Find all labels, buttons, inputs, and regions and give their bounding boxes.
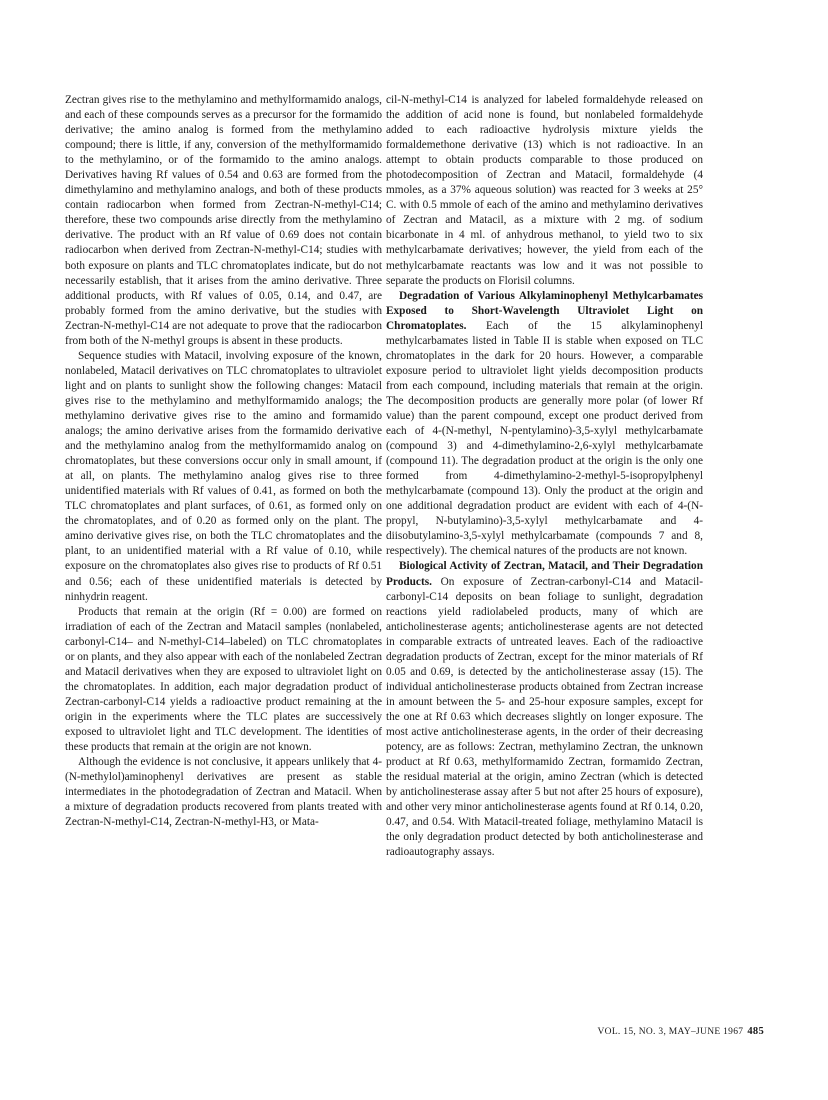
paragraph: Although the evidence is not conclusive, it appears unlikely that 4-(N-methylol)aminophenyl derivatives are present as stable intermediates in the photodegradation of Zectran and Matacil. When a mixture of degradation products recovered from plants treated with Zectran-N-methyl-C14, Zectran-N-methyl-H3, or Mata-: [65, 756, 382, 829]
paragraph-body: Each of the 15 alkylaminophenyl methylcarbamates listed in Table II is stable when exposed on TLC chromatoplates in the dark for 20 hours. However, a comparable exposure period to ultraviolet light yields decomposition products from each compound, including materials that remain at the origin. The decomposition products are generally more polar (of lower Rf value) than the parent compound, except one product derived from each of 4-(N-methyl, N-pentylamino)-3,5-xylyl methylcarbamate (compound 3) and 4-dimethylamino-2,6-xylyl methylcarbamate (compound 11). The degradation product at the origin is the only one formed from 4-dimethylamino-2-methyl-5-isopropylphenyl methylcarbamate (compound 13). Only the product at the origin and one additional degradation product are evident with each of 4-(N-propyl, N-butylamino)-3,5-xylyl methylcarbamate and 4-diisobutylamino-3,5-xylyl methylcarbamate (compounds 7 and 8, respectively). The chemical natures of the products are not known.: [386, 319, 703, 558]
paragraph-body: On exposure of Zectran-carbonyl-C14 and Matacil-carbonyl-C14 deposits on bean foliage to sunlight, degradation reactions yield radiolabeled products, many of which are anticholinesterase agents; anticholinesterase agents are not detected in comparable extracts of untreated leaves. Each of the radioactive degradation products of Zectran, except for the minor materials of Rf 0.05 and 0.69, is detected by the anticholinesterase assay (15). The individual anticholinesterase products obtained from Zectran increase in amount between the 5- and 25-hour exposure samples, except for the one at Rf 0.63 which decreases slightly on longer exposure. The most active anticholinesterase agents, in the order of their decreasing potency, are as follows: Zectran, methylamino Zectran, the unknown product at Rf 0.63, methylformamido Zectran, formamido Zectran, the residual material at the origin, amino Zectran (which is detected by anticholinesterase assay after 5 but not after 25 hours of exposure), and other very minor anticholinesterase agents found at Rf 0.14, 0.20, 0.47, and 0.54. With Matacil-treated foliage, methylamino Matacil is the only degradation product detected by both anticholinesterase and radioautography assays.: [386, 575, 703, 859]
page-number: 485: [747, 1026, 764, 1037]
section-paragraph: [386, 289, 703, 560]
page-footer: [500, 1026, 764, 1037]
paragraph: cil-N-methyl-C14 is analyzed for labeled formaldehyde released on the addition of acid none is found, but nonlabeled formaldehyde added to each radioactive hydrolysis mixture yields the formaldemethone derivative (13) which is not radioactive. In an attempt to obtain products comparable to those produced on photodecomposition of Zectran and Matacil, formaldehyde (4 mmoles, as a 37% aqueous solution) was reacted for 3 weeks at 25° C. with 0.5 mmole of each of the amino and methylamino derivatives of Zectran and Matacil, as a mixture with 2 mg. of sodium bicarbonate in 4 ml. of anhydrous methanol, to yield two to six methylcarbamate derivatives; however, the yield from each of the methylcarbamate reactants was low and it was not possible to separate the products on Florisil columns.: [386, 94, 703, 287]
section-heading: Biological Activity of Zectran, Matacil, and Their Degradation Products.: [386, 560, 703, 588]
paragraph: Sequence studies with Matacil, involving exposure of the known, nonlabeled, Matacil derivatives on TLC chromatoplates to ultraviolet light and on plants to sunlight show the following changes: Matacil gives rise to the methylamino and methylformamido analogs; the methylamino derivative gives rise to the amino and formamido analogs; the amino derivative arises from the formamido derivative and the methylamino analog from the methylformamido analog on chromatoplates, but these conversions occur only in small amount, if at all, on plants. The methylamino analog gives rise to three unidentified materials with Rf values of 0.41, as formed on both the TLC chromatoplates and plant surfaces, of 0.61, as formed only on the chromatoplates, and of 0.20 as formed only on the plant. The amino derivative gives rise, on both the TLC chromatoplates and the plant, to an unidentified material with a Rf value of 0.10, while exposure on the chromatoplates also gives rise to products of Rf 0.51 and 0.56; each of these unidentified materials is detected by ninhydrin reagent.: [65, 349, 382, 603]
journal-issue: VOL. 15, NO. 3, MAY–JUNE 1967: [597, 1027, 744, 1037]
right-column: [386, 93, 703, 860]
section-heading: Degradation of Various Alkylaminophenyl Methylcarbamates Exposed to Short-Wavelength Ultraviolet Light on Chromatoplates.: [386, 289, 703, 332]
paragraph: Products that remain at the origin (Rf = 0.00) are formed on irradiation of each of the Zectran and Matacil samples (nonlabeled, carbonyl-C14– and N-methyl-C14–labeled) on TLC chromatoplates or on plants, and they also appear with each of the nonlabeled Zectran and Matacil derivatives when they are exposed to ultraviolet light on the chromatoplates. In addition, each major degradation product of Zectran-carbonyl-C14 yields a radioactive product remaining at the origin in the experiments where the TLC plates are successively exposed to ultraviolet light and TLC development. The identities of these products that remain at the origin are not known.: [65, 605, 382, 754]
section-paragraph: [386, 559, 703, 860]
left-column: [65, 93, 382, 830]
paragraph: Zectran gives rise to the methylamino and methylformamido analogs, and each of these compounds serves as a precursor for the formamido derivative; the amino analog is formed from the methylamino compound; there is little, if any, conversion of the methylformamido to the methylamino, or of the formamido to the amino analogs. Derivatives having Rf values of 0.54 and 0.63 are formed from the dimethylamino and methylamino analogs, and both of these products contain radiocarbon when formed from Zectran-N-methyl-C14; therefore, these two compounds arise directly from the methylamino derivative. The product with an Rf value of 0.69 does not contain radiocarbon when derived from Zectran-N-methyl-C14; studies with both exposure on plants and TLC chromatoplates indicate, but do not necessarily establish, that it arises from the amino derivative. Three additional products, with Rf values of 0.05, 0.14, and 0.47, are probably formed from the amino derivative, but the studies with Zectran-N-methyl-C14 are not adequate to prove that the radiocarbon from both of the N-methyl groups is absent in these products.: [65, 94, 382, 347]
